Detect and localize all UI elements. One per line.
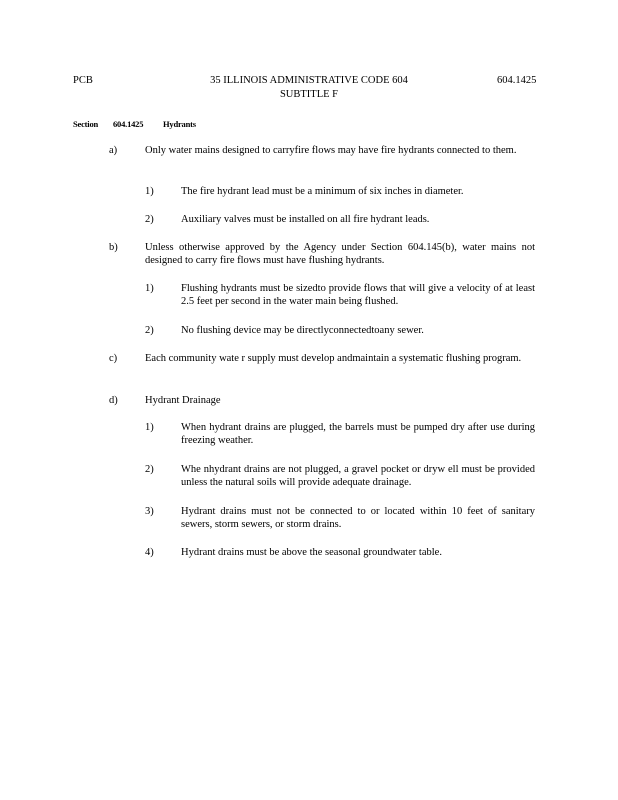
section-label: Section [73,119,99,129]
item-text: Hydrant Drainage [145,395,221,406]
subitem-label: 2) [145,214,154,225]
subitem-text: Hydrant drains must not be connected to or located within 10 feet of sanitary sewers, storm sewers, or storm drains. [181,506,535,530]
subitem-label: 1) [145,186,154,197]
subitem-text: No flushing device may be directlyconnectedtoany sewer. [181,325,424,336]
header-center-line1: 35 ILLINOIS ADMINISTRATIVE CODE 604 [210,75,408,86]
item-label: c) [109,353,118,364]
header-right: 604.1425 [497,75,537,86]
section-number: 604.1425 [113,119,144,129]
section-title: Hydrants [163,119,196,129]
item-label: d) [109,395,118,406]
subitem-text: Whe nhydrant drains are not plugged, a gravel pocket or dryw ell must be provided unless the natural soils will provide adequate drainage. [181,464,535,488]
item-label: b) [109,242,118,253]
item-text: Unless otherwise approved by the Agency under Section 604.145(b), water mains not designed to carry fire flows must have flushing hydrants. [145,242,535,266]
subitem-label: 2) [145,325,154,336]
subitem-label: 1) [145,422,154,433]
subitem-label: 4) [145,547,154,558]
subitem-text: Auxiliary valves must be installed on all fire hydrant leads. [181,214,430,225]
subitem-label: 1) [145,283,154,294]
item-text: Only water mains designed to carryfire flows may have fire hydrants connected to them. [145,145,517,156]
subitem-text: Hydrant drains must be above the seasonal groundwater table. [181,547,442,558]
subitem-text: When hydrant drains are plugged, the barrels must be pumped dry after use during freezing weather. [181,422,535,446]
item-label: a) [109,145,118,156]
subitem-text: The fire hydrant lead must be a minimum of six inches in diameter. [181,186,464,197]
subitem-label: 2) [145,464,154,475]
header-left: PCB [73,75,93,86]
subitem-label: 3) [145,506,154,517]
subitem-text: Flushing hydrants must be sizedto provide flows that will give a velocity of at least 2.5 feet per second in the water main being flushed. [181,283,535,307]
header-center-line2: SUBTITLE F [279,89,339,100]
item-text: Each community wate r supply must develop andmaintain a systematic flushing program. [145,353,522,364]
